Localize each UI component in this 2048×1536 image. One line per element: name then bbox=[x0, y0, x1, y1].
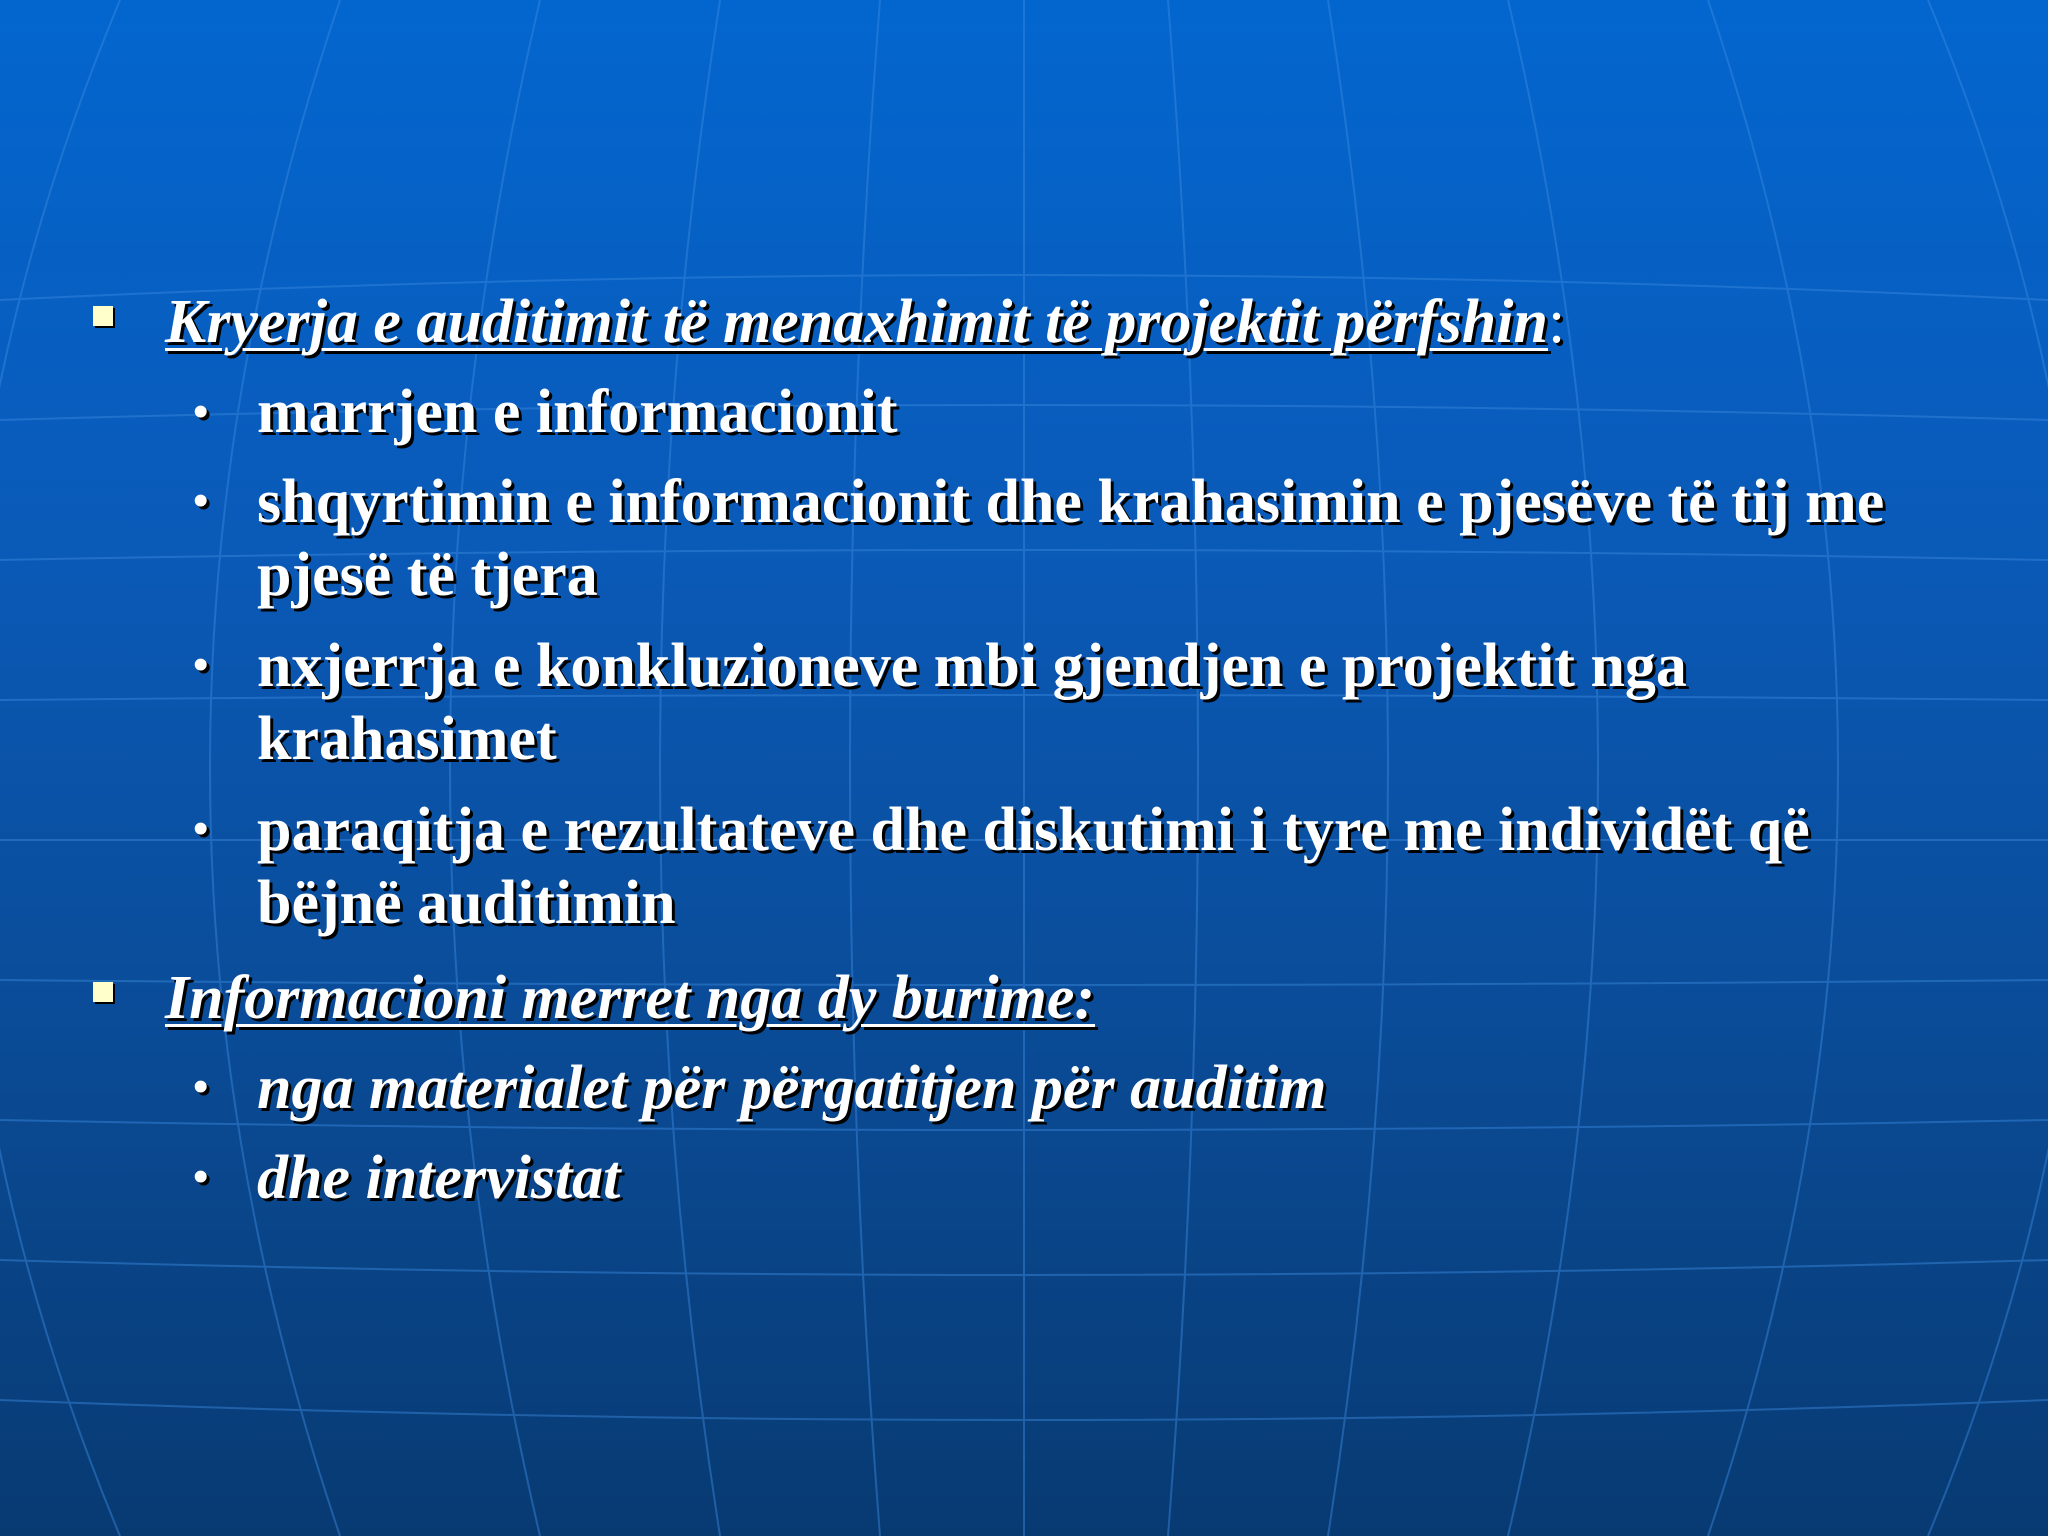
dot-bullet-icon: • bbox=[193, 1152, 209, 1201]
bullet2-item-1: nga materialet për përgatitjen për auditim bbox=[257, 1054, 1327, 1122]
bullet1-heading-colon: : bbox=[1547, 288, 1566, 356]
bullet1-item-3: nxjerrja e konkluzioneve mbi gjendjen e projektit nga krahasimet bbox=[257, 632, 1687, 773]
dot-bullet-icon: • bbox=[193, 476, 209, 525]
bullet1-heading-text: Kryerja e auditimit të menaxhimit të projektit përfshin bbox=[165, 288, 1548, 356]
dot-bullet-icon: • bbox=[193, 804, 209, 853]
bullet1-heading bbox=[165, 286, 1565, 358]
bullet1-item-1: marrjen e informacionit bbox=[257, 378, 898, 446]
bullet2-heading bbox=[165, 962, 1095, 1034]
dot-bullet-icon: • bbox=[193, 1062, 209, 1111]
bullet1-item-4: paraqitja e rezultateve dhe diskutimi i tyre me individët që bëjnë auditimin bbox=[257, 796, 1810, 937]
bullet2-heading-text: Informacioni merret nga dy burime: bbox=[165, 964, 1096, 1032]
dot-bullet-icon: • bbox=[193, 640, 209, 689]
bullet2-item-2: dhe intervistat bbox=[257, 1144, 621, 1212]
square-bullet-icon bbox=[93, 982, 113, 1002]
square-bullet-icon bbox=[93, 306, 113, 326]
bullet1-item-2: shqyrtimin e informacionit dhe krahasimin e pjesëve të tij me pjesë të tjera bbox=[257, 468, 1885, 609]
dot-bullet-icon: • bbox=[193, 387, 209, 436]
